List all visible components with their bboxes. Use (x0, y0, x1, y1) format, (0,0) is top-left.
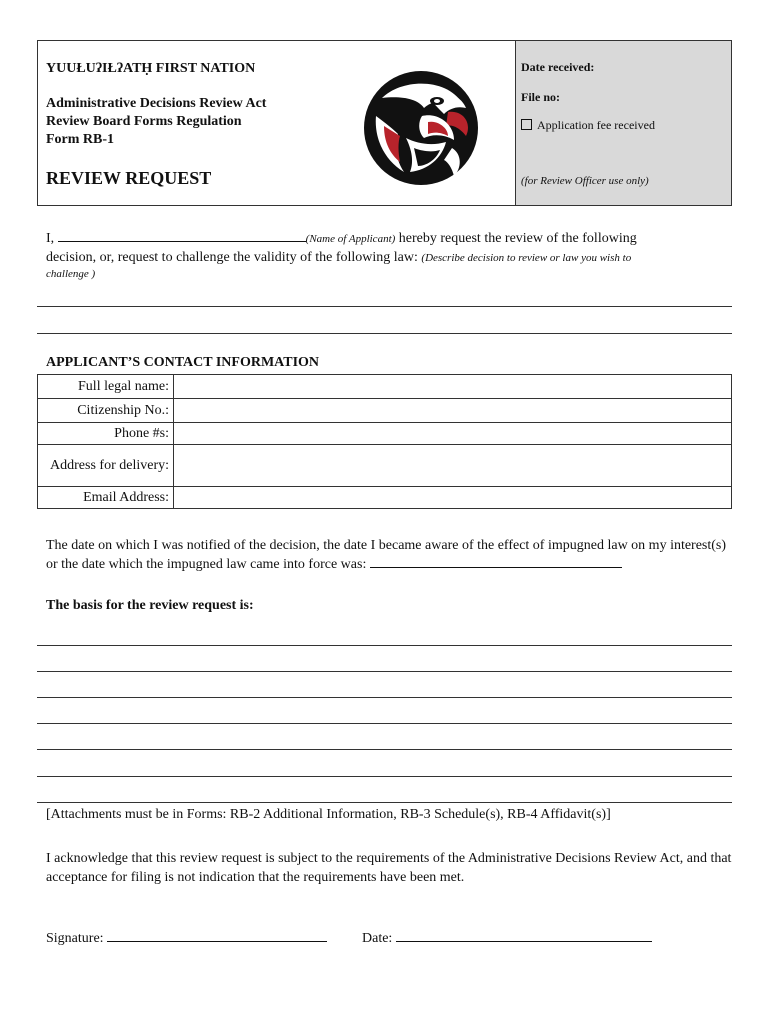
applicant-name-hint: (Name of Applicant) (305, 233, 396, 245)
office-use-note: (for Review Officer use only) (521, 175, 649, 187)
basis-heading: The basis for the review request is: (46, 598, 254, 613)
fee-received-label: Application fee received (537, 118, 655, 132)
applicant-name-input[interactable] (58, 229, 306, 242)
describe-hint: (Describe decision to review or law you wish to (421, 252, 632, 264)
table-row (38, 375, 732, 399)
decision-description-line[interactable] (37, 333, 732, 334)
table-row (38, 423, 732, 445)
describe-hint-continued: challenge ) (46, 268, 96, 280)
basis-line[interactable] (37, 697, 732, 698)
form-title: REVIEW REQUEST (46, 168, 212, 188)
table-row (38, 487, 732, 509)
phone-label: Phone #s: (38, 423, 174, 445)
request-text: hereby request the review of the following (398, 231, 637, 246)
contact-table (37, 374, 732, 509)
act-name: Administrative Decisions Review Act (46, 96, 267, 111)
basis-line[interactable] (37, 671, 732, 672)
fee-received-field[interactable] (521, 118, 655, 133)
basis-line[interactable] (37, 749, 732, 750)
date-received-label: Date received: (521, 60, 595, 74)
file-number-label: File no: (521, 90, 560, 104)
phone-field[interactable] (174, 423, 732, 445)
citizenship-field[interactable] (174, 399, 732, 423)
form-number: Form RB-1 (46, 132, 115, 147)
date-paragraph-text: The date on which I was notified of the decision, the date I became aware of the effect of impugned law on my interest(s) or the date which the impugned law came into force was: (46, 538, 727, 572)
basis-line[interactable] (37, 645, 732, 646)
signature-row (46, 929, 327, 947)
date-label: Date: (362, 931, 393, 946)
email-field[interactable] (174, 487, 732, 509)
table-row (38, 445, 732, 487)
contact-heading: APPLICANT’S CONTACT INFORMATION (46, 355, 320, 370)
fee-received-checkbox[interactable] (521, 119, 532, 130)
address-field[interactable] (174, 445, 732, 487)
citizenship-label: Citizenship No.: (38, 399, 174, 423)
request-text-2: decision, or, request to challenge the validity of the following law: (46, 250, 418, 265)
address-label: Address for delivery: (38, 445, 174, 487)
basis-line[interactable] (37, 723, 732, 724)
notification-date-input[interactable] (370, 555, 622, 568)
basis-line[interactable] (37, 802, 732, 803)
signature-label: Signature: (46, 931, 104, 946)
request-prefix: I, (46, 231, 55, 246)
organization-name: YUUŁUʔIŁʔATḤ FIRST NATION (46, 61, 256, 76)
full-name-label: Full legal name: (38, 375, 174, 399)
request-line-1 (46, 229, 726, 247)
basis-line[interactable] (37, 776, 732, 777)
decision-description-line[interactable] (37, 306, 732, 307)
acknowledgement: I acknowledge that this review request is subject to the requirements of the Administrative Decisions Review Act, and that acceptance for filing is not indication that the requirements have been met. (46, 851, 732, 885)
request-line-2 (46, 250, 726, 266)
date-row (362, 929, 652, 947)
date-paragraph (46, 536, 736, 574)
signature-input[interactable] (107, 929, 327, 942)
email-label: Email Address: (38, 487, 174, 509)
first-nation-logo (362, 68, 480, 188)
attachments-note: [Attachments must be in Forms: RB-2 Additional Information, RB-3 Schedule(s), RB-4 Affidavit(s)] (46, 807, 611, 822)
full-name-field[interactable] (174, 375, 732, 399)
regulation-name: Review Board Forms Regulation (46, 114, 242, 129)
date-input[interactable] (396, 929, 652, 942)
table-row (38, 399, 732, 423)
